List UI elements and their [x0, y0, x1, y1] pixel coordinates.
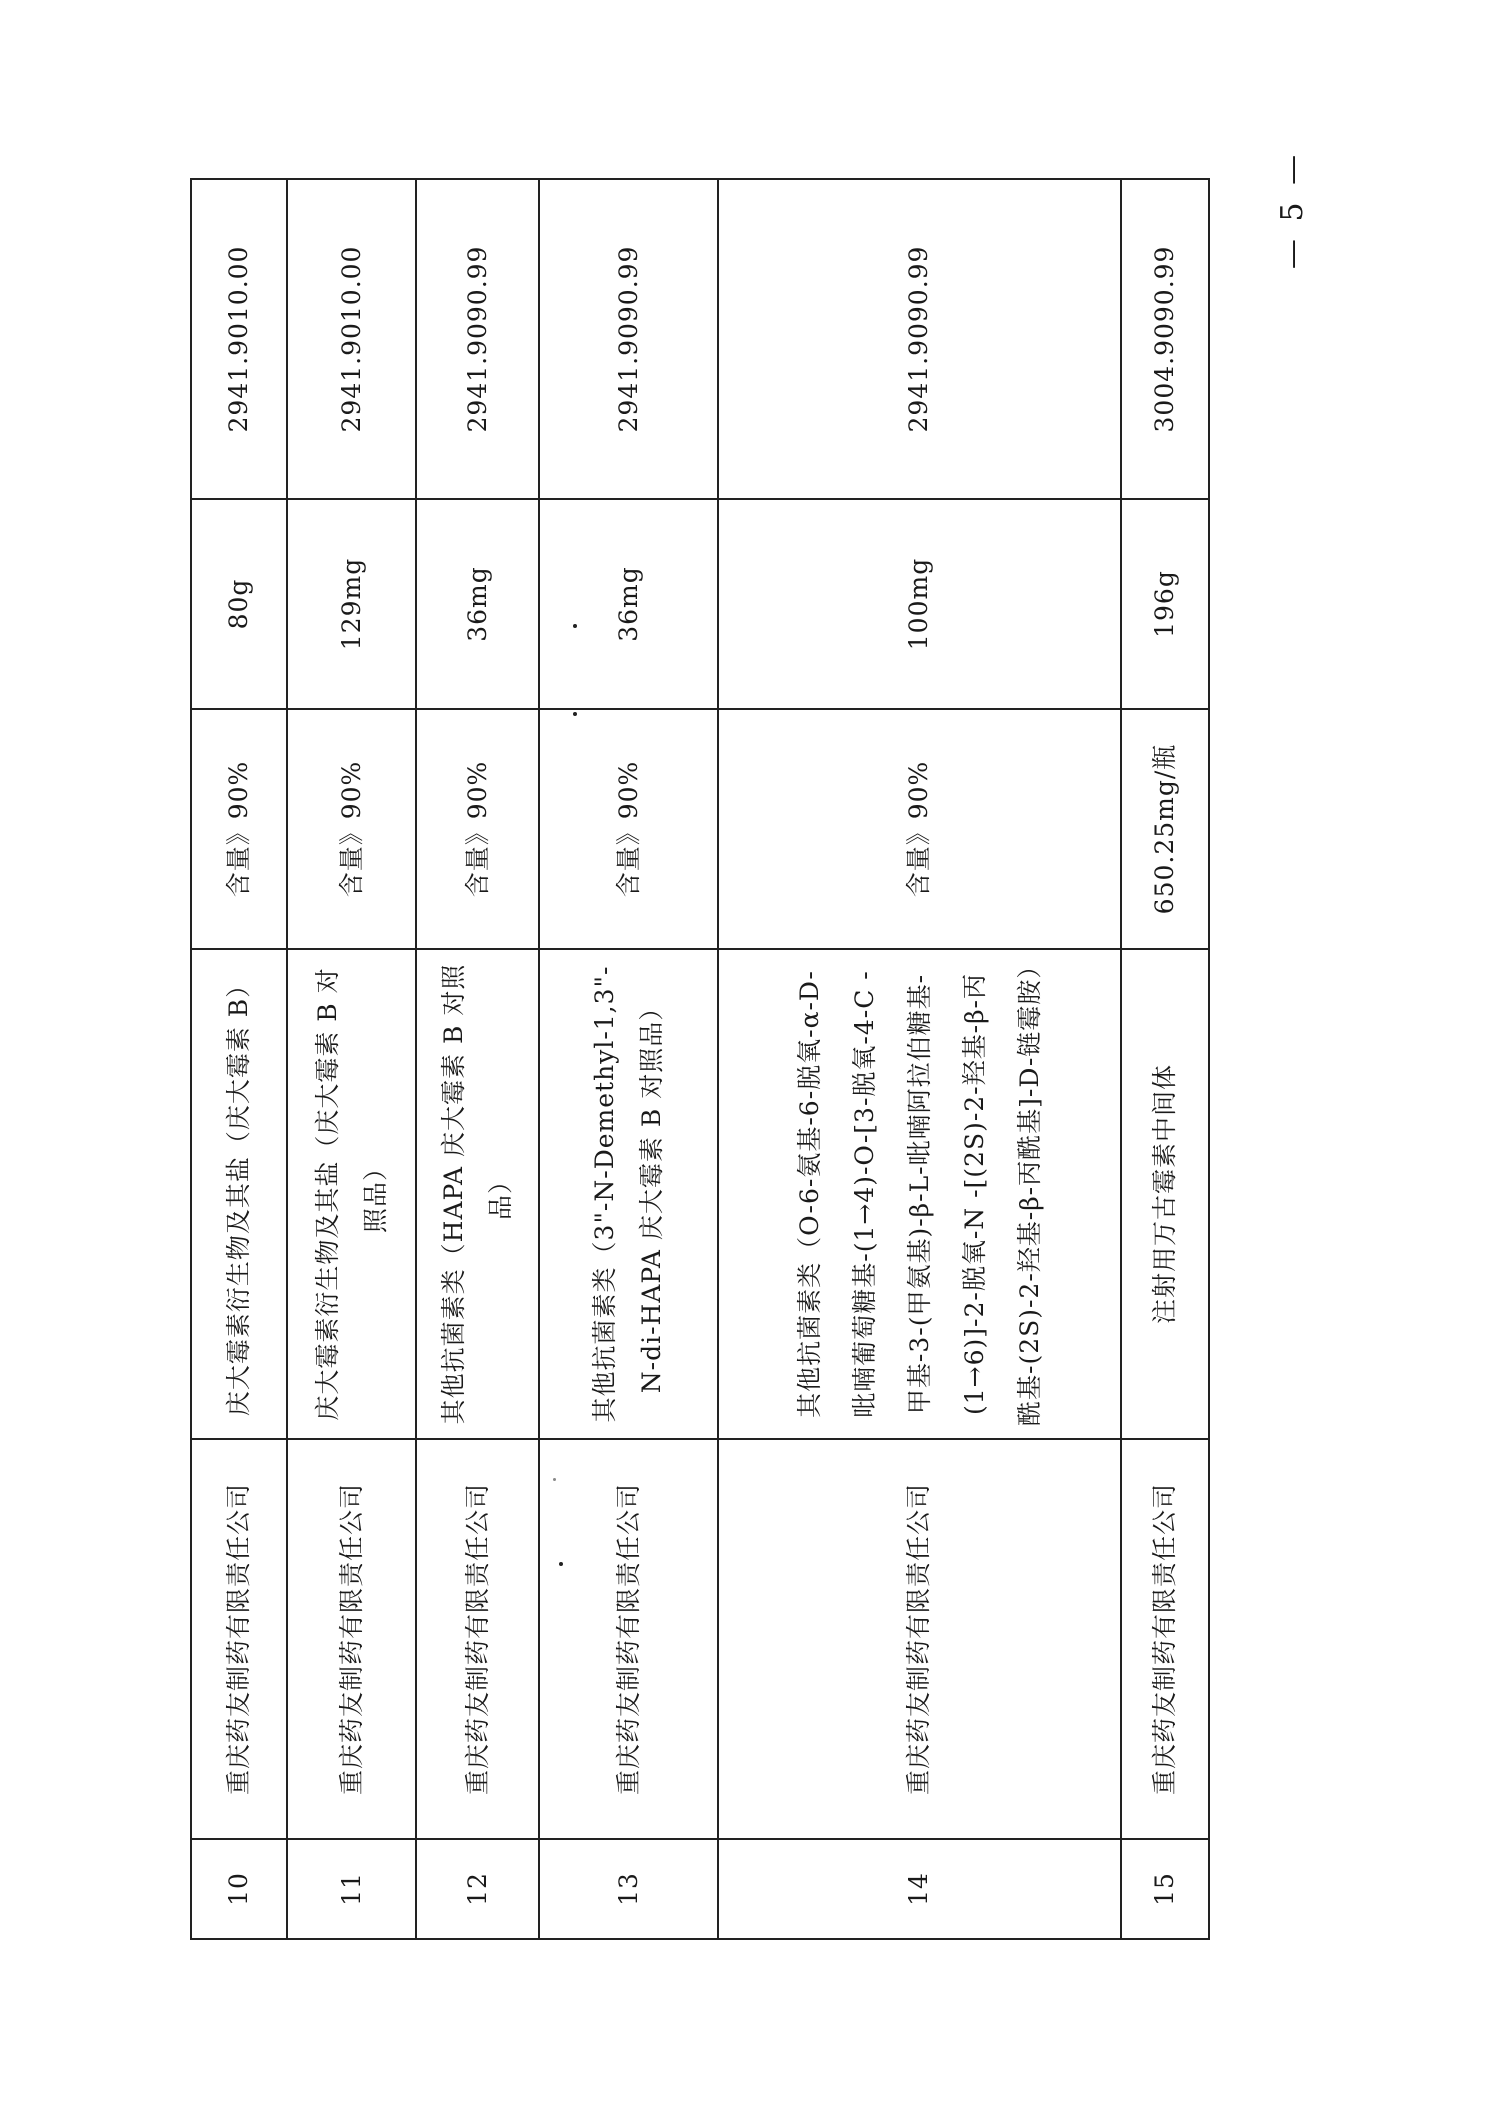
- goods-table: [190, 178, 1210, 1940]
- quantity: 80g: [191, 499, 287, 709]
- product-name: 注射用万古霉素中间体: [1121, 949, 1209, 1439]
- company-name: 重庆药友制药有限责任公司: [287, 1439, 416, 1839]
- table-row: [1121, 179, 1209, 1939]
- table-row: [287, 179, 416, 1939]
- specification: 含量》90%: [416, 709, 539, 949]
- specification: 含量》90%: [539, 709, 718, 949]
- table-row: [539, 179, 718, 1939]
- product-name: 庆大霉素衍生物及其盐（庆大霉素 B 对照品）: [287, 949, 416, 1439]
- quantity: 129mg: [287, 499, 416, 709]
- row-number: 11: [287, 1839, 416, 1939]
- scan-speck: [553, 1478, 556, 1481]
- hs-code: 2941.9010.00: [191, 179, 287, 499]
- specification: 650.25mg/瓶: [1121, 709, 1209, 949]
- company-name: 重庆药友制药有限责任公司: [539, 1439, 718, 1839]
- rotated-table-container: [190, 180, 1210, 1940]
- table-row: [191, 179, 287, 1939]
- row-number: 13: [539, 1839, 718, 1939]
- product-name: 庆大霉素衍生物及其盐（庆大霉素 B）: [191, 949, 287, 1439]
- hs-code: 2941.9090.99: [539, 179, 718, 499]
- row-number: 15: [1121, 1839, 1209, 1939]
- company-name: 重庆药友制药有限责任公司: [1121, 1439, 1209, 1839]
- hs-code: 3004.9090.99: [1121, 179, 1209, 499]
- row-number: 10: [191, 1839, 287, 1939]
- specification: 含量》90%: [718, 709, 1121, 949]
- hs-code: 2941.9090.99: [718, 179, 1121, 499]
- scan-speck: [573, 712, 577, 716]
- table-row: [416, 179, 539, 1939]
- product-name: 其他抗菌素类（HAPA 庆大霉素 B 对照品）: [416, 949, 539, 1439]
- company-name: 重庆药友制药有限责任公司: [718, 1439, 1121, 1839]
- company-name: 重庆药友制药有限责任公司: [416, 1439, 539, 1839]
- table-row: [718, 179, 1121, 1939]
- hs-code: 2941.9090.99: [416, 179, 539, 499]
- quantity: 100mg: [718, 499, 1121, 709]
- quantity: 36mg: [416, 499, 539, 709]
- row-number: 14: [718, 1839, 1121, 1939]
- specification: 含量》90%: [287, 709, 416, 949]
- row-number: 12: [416, 1839, 539, 1939]
- page-number: — 5 —: [1275, 150, 1310, 270]
- scan-speck: [573, 624, 577, 628]
- product-name: 其他抗菌素类（3"-N-Demethyl-1,3"-N-di-HAPA 庆大霉素 B 对照品）: [539, 949, 718, 1439]
- quantity: 36mg: [539, 499, 718, 709]
- company-name: 重庆药友制药有限责任公司: [191, 1439, 287, 1839]
- hs-code: 2941.9010.00: [287, 179, 416, 499]
- product-name: 其他抗菌素类（O-6-氨基-6-脱氧-α-D-吡喃葡萄糖基-(1→4)-O-[3-脱氧-4-C -甲基-3-(甲氨基)-β-L-吡喃阿拉伯糖基-(1→6)]-2-脱氧-N -[(2S)-2-羟基-β-丙酰基-(2S)-2-羟基-β-丙酰基]-D-链霉胺）: [718, 949, 1121, 1439]
- scan-speck: [559, 1562, 563, 1566]
- specification: 含量》90%: [191, 709, 287, 949]
- quantity: 196g: [1121, 499, 1209, 709]
